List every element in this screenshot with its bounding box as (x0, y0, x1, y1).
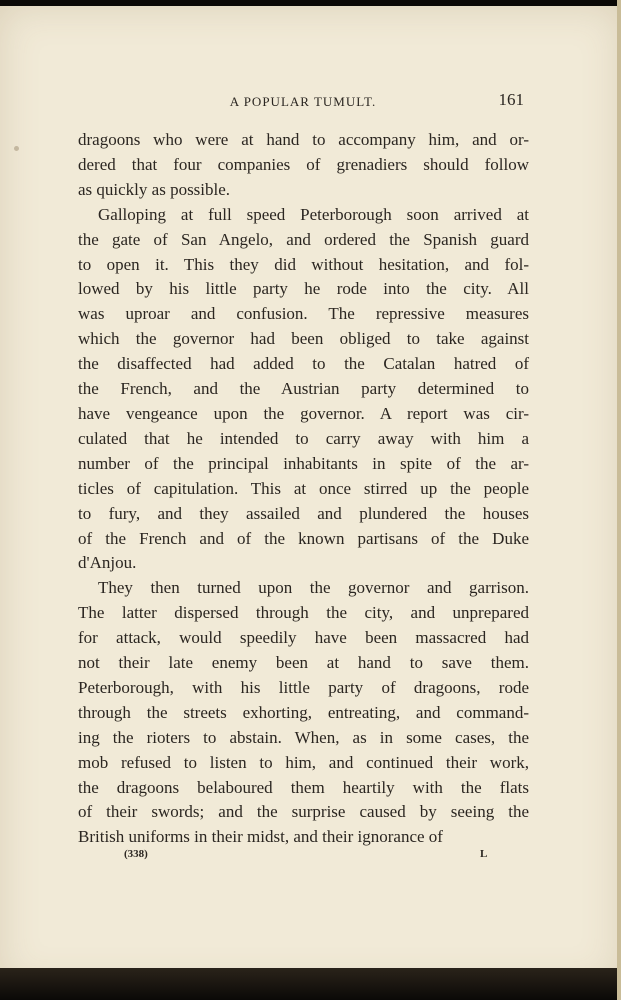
text-line: the dragoons belaboured them heartily with the flats (78, 777, 529, 797)
page-number: 161 (498, 90, 524, 109)
page-footer (78, 848, 529, 868)
text-line: culated that he intended to carry away with him a (78, 428, 529, 448)
text-line: the gate of San Angelo, and ordered the Spanish guard (78, 229, 529, 249)
signature-mark: L (480, 848, 488, 860)
text-line: They then turned upon the governor and garrison. (98, 578, 529, 598)
text-line: the French, and the Austrian party determined to (78, 379, 529, 399)
text-line: through the streets exhorting, entreating, and command- (78, 702, 529, 722)
text-line: dered that four companies of grenadiers should follow (78, 154, 529, 174)
text-line: d'Anjou. (78, 553, 137, 573)
text-line: The latter dispersed through the city, and unprepared (78, 603, 529, 623)
scan-right-edge (617, 0, 621, 1000)
text-line: of their swords; and the surprise caused by seeing the (78, 802, 529, 822)
text-line: British uniforms in their midst, and their ignorance of (78, 827, 443, 847)
margin-spot (14, 146, 19, 151)
paragraph (78, 576, 529, 850)
text-line: to fury, and they assailed and plundered the houses (78, 503, 529, 523)
printer-signature: (338) (124, 848, 148, 860)
running-title: A POPULAR TUMULT. (229, 94, 377, 109)
text-line: ing the rioters to abstain. When, as in some cases, the (78, 727, 529, 747)
text-line: as quickly as possible. (78, 179, 231, 199)
text-line: lowed by his little party he rode into the city. All (78, 279, 529, 299)
text-line: Peterborough, with his little party of dragoons, rode (78, 677, 529, 697)
text-line: for attack, would speedily have been massacred had (78, 628, 529, 648)
text-line: number of the principal inhabitants in spite of the ar- (78, 453, 529, 473)
text-line: dragoons who were at hand to accompany him, and or- (78, 130, 529, 149)
page-header (78, 88, 528, 112)
text-line: which the governor had been obliged to take against (78, 329, 529, 349)
text-line: to open it. This they did without hesitation, and fol- (78, 254, 529, 274)
scan-bottom-edge (0, 968, 621, 1000)
body-text (78, 128, 529, 850)
text-line: the disaffected had added to the Catalan hatred of (78, 354, 529, 374)
text-line: not their late enemy been at hand to save them. (78, 653, 529, 673)
text-line: was uproar and confusion. The repressive measures (78, 304, 529, 324)
paragraph (78, 203, 529, 577)
text-line: ticles of capitulation. This at once stirred up the people (78, 478, 529, 498)
text-line: Galloping at full speed Peterborough soon arrived at (98, 204, 529, 224)
paragraph (78, 128, 529, 203)
text-line: mob refused to listen to him, and continued their work, (78, 752, 529, 772)
text-line: of the French and of the known partisans of the Duke (78, 528, 529, 548)
text-line: have vengeance upon the governor. A report was cir- (78, 403, 529, 423)
